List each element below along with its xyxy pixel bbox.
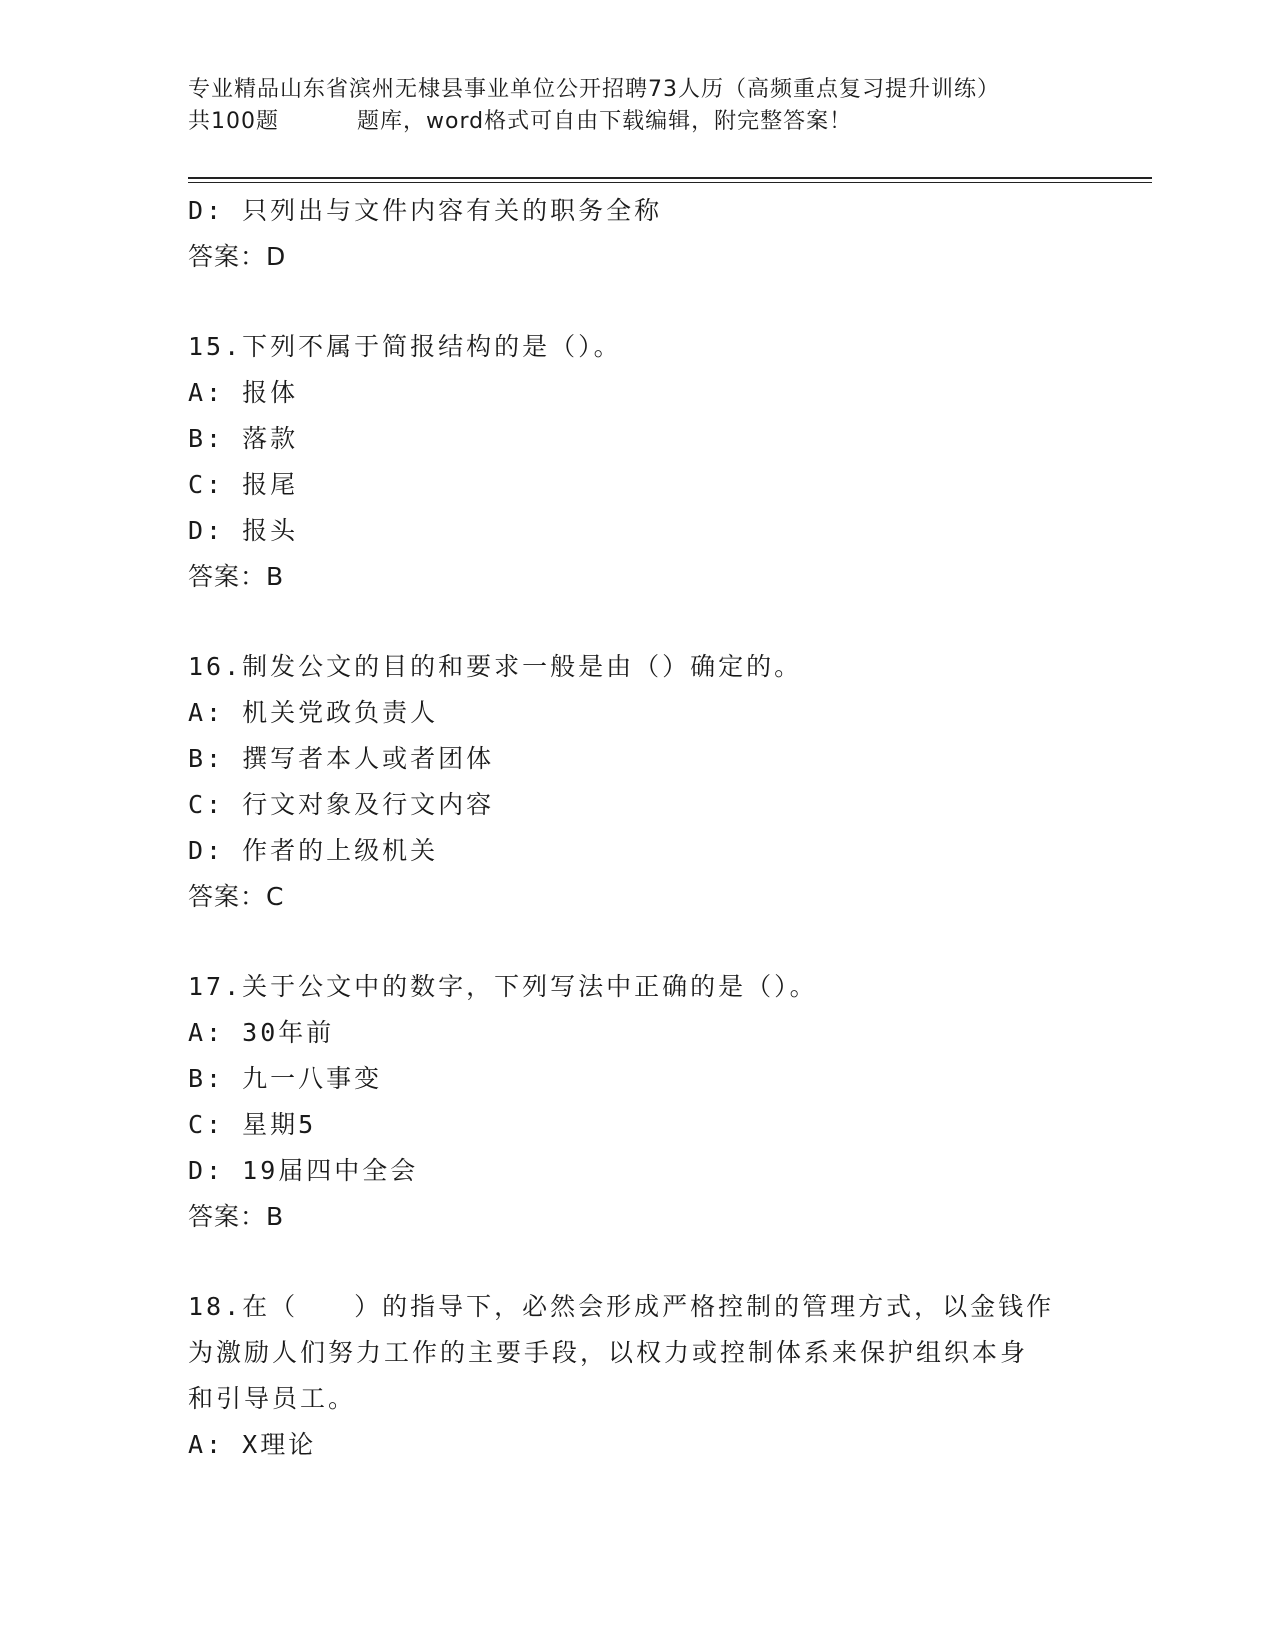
header-title-line2 (188, 106, 1128, 138)
header-question-count: 共100题 (188, 109, 279, 134)
answer: 答案：B (188, 562, 285, 591)
option-a: A: X理论 (188, 1430, 317, 1459)
option-c: C: 星期5 (188, 1110, 317, 1139)
question-list (188, 188, 1088, 1468)
question-15 (188, 324, 1088, 600)
option-b: B: 撰写者本人或者团体 (188, 744, 495, 773)
answer: 答案：C (188, 882, 285, 911)
question-stem: 16.制发公文的目的和要求一般是由（）确定的。 (188, 652, 803, 681)
header-divider-thin (188, 182, 1152, 183)
option-d: D: 报头 (188, 516, 299, 545)
answer: 答案：B (188, 1202, 285, 1231)
option-d: D: 只列出与文件内容有关的职务全称 (188, 196, 663, 225)
option-a: A: 机关党政负责人 (188, 698, 439, 727)
option-c: C: 报尾 (188, 470, 299, 499)
question-17 (188, 964, 1088, 1240)
option-b: B: 九一八事变 (188, 1064, 383, 1093)
option-a: A: 30年前 (188, 1018, 335, 1047)
question-stem: 15.下列不属于简报结构的是（）。 (188, 332, 622, 361)
question-14-tail (188, 188, 1088, 280)
question-18 (188, 1284, 1088, 1468)
header-title-line1: 专业精品山东省滨州无棣县事业单位公开招聘73人历（高频重点复习提升训练） (188, 77, 1000, 102)
option-a: A: 报体 (188, 378, 299, 407)
header-subtitle: 题库，word格式可自由下载编辑，附完整答案！ (357, 109, 853, 134)
question-stem-line2: 为激励人们努力工作的主要手段，以权力或控制体系来保护组织本身 (188, 1338, 1029, 1367)
document-header (188, 74, 1128, 138)
option-d: D: 作者的上级机关 (188, 836, 439, 865)
question-stem: 17.关于公文中的数字，下列写法中正确的是（）。 (188, 972, 818, 1001)
answer: 答案：D (188, 242, 287, 271)
option-c: C: 行文对象及行文内容 (188, 790, 495, 819)
question-stem-line1: 18.在（ ）的指导下，必然会形成严格控制的管理方式，以金钱作 (188, 1292, 1055, 1321)
question-16 (188, 644, 1088, 920)
header-divider-thick (188, 177, 1152, 179)
option-b: B: 落款 (188, 424, 299, 453)
option-d: D: 19届四中全会 (188, 1156, 419, 1185)
question-stem-line3: 和引导员工。 (188, 1384, 357, 1413)
